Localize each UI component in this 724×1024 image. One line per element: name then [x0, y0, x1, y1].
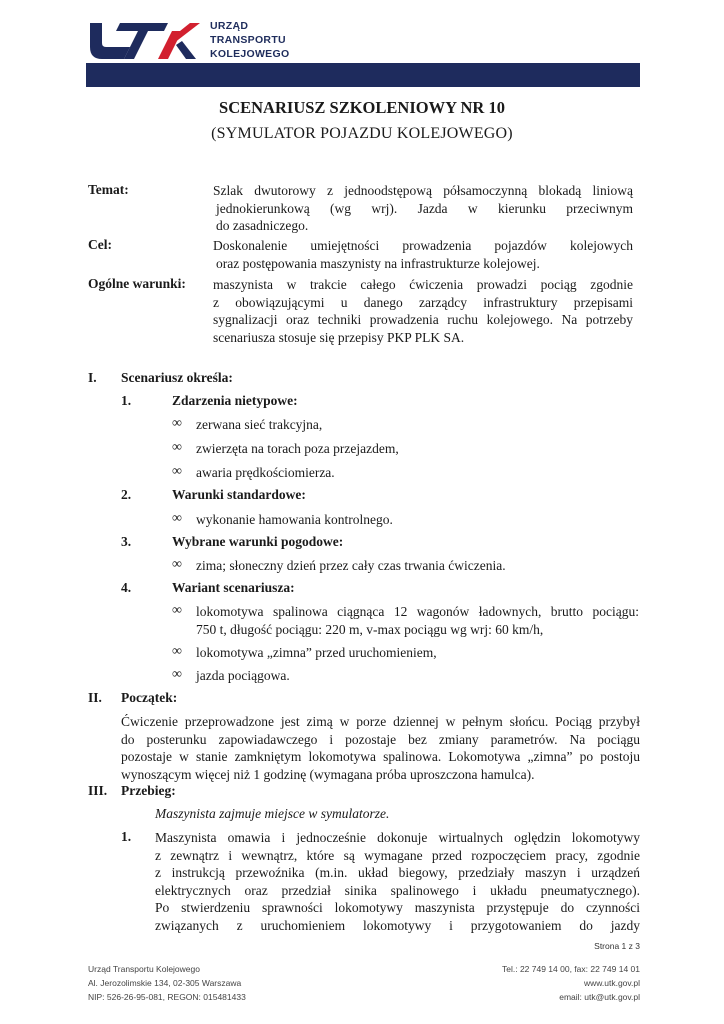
bullet-text: wykonanie hamowania kontrolnego. [196, 512, 393, 527]
footer-nip-regon: NIP: 526-26-95-081, REGON: 015481433 [88, 992, 246, 1002]
bullet-icon: ∞ [172, 416, 182, 431]
section-3-heading: Przebieg: [121, 783, 176, 798]
bullet-text: jazda pociągowa. [196, 668, 290, 683]
bullet-text: zima; słoneczny dzień przez cały czas trwania ćwiczenia. [196, 558, 506, 573]
brand-line-1: URZĄD [210, 20, 249, 32]
item-1-heading: Zdarzenia nietypowe: [172, 393, 298, 408]
item-3-heading: Wybrane warunki pogodowe: [172, 534, 344, 549]
bullet-icon: ∞ [172, 440, 182, 455]
section-2-paragraph [121, 713, 640, 783]
cel-line: Doskonalenie umiejętności prowadzenia pojazdów kolejowych [213, 238, 633, 253]
brand-line-3: KOLEJOWEGO [210, 48, 290, 60]
bullet-icon: ∞ [172, 557, 182, 572]
bullet-line: 750 t, długość pociągu: 220 m, v-max pociągu wg wrj: 60 km/h, [196, 621, 544, 637]
bullet-text: lokomotywa „zimna” przed uruchomieniem, [196, 645, 437, 660]
document-subtitle: (SYMULATOR POJAZDU KOLEJOWEGO) [211, 125, 513, 142]
bullet-icon: ∞ [172, 464, 182, 479]
footer-phone-fax: Tel.: 22 749 14 00, fax: 22 749 14 01 [502, 964, 640, 974]
footer-address [88, 962, 246, 1004]
step-line: z instrukcją przewoźnika (m.in. układ biegowy, przedziały maszyn i urządzeń [155, 865, 640, 880]
warunki-line: maszynista w trakcie całego ćwiczenia prowadzi pociąg zgodnie [213, 277, 633, 292]
bullet-icon: ∞ [172, 644, 182, 659]
temat-line: jednokierunkową (wg wrj). Jazda w kierunku przeciwnym [216, 200, 633, 216]
item-2-heading: Warunki standardowe: [172, 487, 306, 502]
footer-contact [502, 962, 640, 1004]
step-1-number: 1. [121, 829, 132, 844]
ogolne-warunki-text [213, 276, 633, 346]
section-2-heading: Początek: [121, 690, 178, 705]
bullet-icon: ∞ [172, 511, 182, 526]
step-line: Maszynista omawia i jednocześnie dokonuje wirtualnych oględzin lokomotywy [155, 830, 640, 845]
item-2-number: 2. [121, 487, 132, 502]
utk-logo-icon [86, 17, 204, 63]
paragraph-line: wynoszącym więcej niż 1 godzinę (wymagana próba uproszczona hamulca). [121, 766, 535, 782]
step-line: z zewnątrz i wewnątrz, które są wymagane przed rozpoczęciem pracy, zgodnie [155, 847, 640, 863]
bullet-icon: ∞ [172, 667, 182, 682]
item-4-heading: Wariant scenariusza: [172, 580, 295, 595]
warunki-line: sygnalizacji oraz techniki prowadzenia ruchu kolejowego. Na potrzeby [213, 312, 633, 327]
paragraph-line: pozostaje w stanie zamkniętym lokomotywa spalinowa. Lokomotywa „zimna” po postoju [121, 749, 640, 764]
step-line: związanych z uruchomieniem lokomotywy i przygotowaniem do jazdy [155, 917, 640, 933]
header-band [86, 63, 640, 87]
cel-line: oraz postępowania maszynisty na infrastrukturze kolejowej. [216, 255, 540, 271]
cel-text [213, 237, 633, 272]
temat-line: do zasadniczego. [216, 218, 309, 233]
ogolne-warunki-label: Ogólne warunki: [88, 276, 186, 291]
footer-email: email: utk@utk.gov.pl [559, 992, 640, 1002]
paragraph-line: do posterunku zapowiadawczego i pozostaje bez zmiany parametrów. Na pociągu [121, 731, 640, 747]
temat-text [213, 182, 633, 235]
bullet-text: awaria prędkościomierza. [196, 465, 335, 480]
item-3-number: 3. [121, 534, 132, 549]
section-1-heading: Scenariusz określa: [121, 370, 233, 385]
document-title: SCENARIUSZ SZKOLENIOWY NR 10 [219, 98, 505, 117]
paragraph-line: Ćwiczenie przeprowadzone jest zimą w porze dziennej w pełnym słońcu. Pociąg przybył [121, 714, 640, 729]
item-4-number: 4. [121, 580, 132, 595]
temat-label: Temat: [88, 182, 129, 197]
bullet-icon: ∞ [172, 603, 182, 618]
item-1-number: 1. [121, 393, 132, 408]
section-1-numeral: I. [88, 370, 97, 385]
brand-line-2: TRANSPORTU [210, 34, 286, 46]
step-line: elektrycznych oraz przedział sinika spalinowego i układu pneumatycznego). [155, 882, 640, 898]
bullet-text: zwierzęta na torach poza przejazdem, [196, 441, 399, 456]
bullet-text [196, 603, 639, 638]
section-3-numeral: III. [88, 783, 108, 798]
warunki-line: scenariusza stosuje się przepisy PKP PLK SA. [213, 329, 465, 345]
warunki-line: z obowiązującymi u danego zarządcy infrastruktury przepisami [213, 294, 633, 310]
bullet-line: lokomotywa spalinowa ciągnąca 12 wagonów ładownych, brutto pociągu: [196, 604, 639, 619]
page-number: Strona 1 z 3 [594, 941, 640, 951]
section-2-numeral: II. [88, 690, 102, 705]
bullet-text: zerwana sieć trakcyjna, [196, 417, 323, 432]
section-3-intro: Maszynista zajmuje miejsce w symulatorze. [155, 806, 390, 821]
footer-org-name: Urząd Transportu Kolejowego [88, 964, 200, 974]
footer-website: www.utk.gov.pl [583, 978, 640, 988]
step-1-text [155, 829, 640, 934]
temat-line: Szlak dwutorowy z jednoodstępową półsamoczynną blokadą liniową [213, 183, 633, 198]
footer-street: Al. Jerozolimskie 134, 02-305 Warszawa [88, 978, 242, 988]
step-line: Po stwierdzeniu sprawności lokomotywy maszynista przystępuje do czynności [155, 900, 640, 915]
cel-label: Cel: [88, 237, 112, 252]
